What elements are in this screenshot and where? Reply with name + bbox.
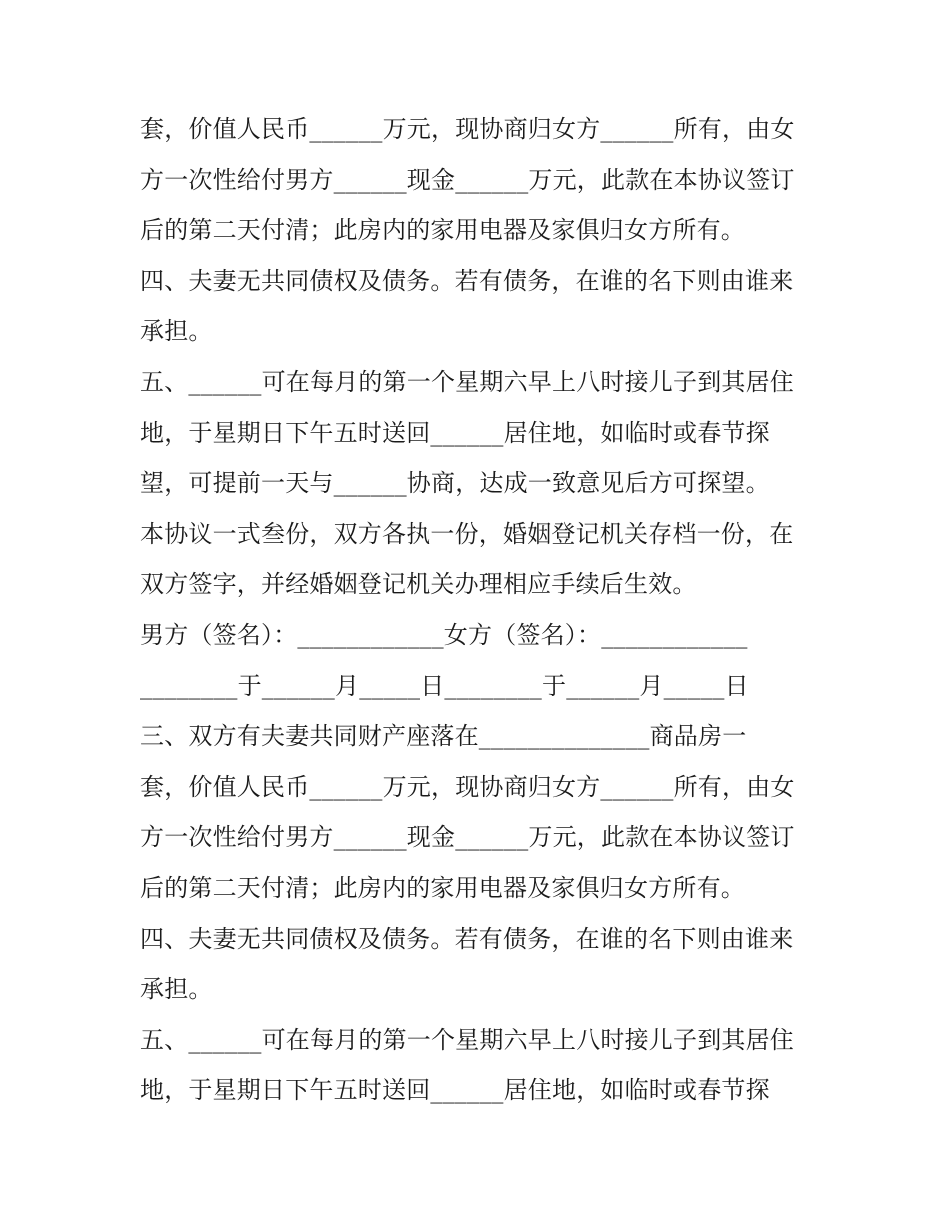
text-line: 三、双方有夫妻共同财产座落在______________商品房一 bbox=[140, 722, 747, 751]
text-line: 套，价值人民币______万元，现协商归女方______所有，由女 bbox=[140, 115, 795, 143]
text-line: 四、夫妻无共同债权及债务。若有债务，在谁的名下则由谁来 bbox=[140, 266, 794, 295]
document-body bbox=[140, 104, 820, 1116]
text-line: 五、______可在每月的第一个星期六早上八时接儿子到其居住 bbox=[140, 1025, 794, 1054]
text-line: 后的第二天付清；此房内的家用电器及家俱归女方所有。 bbox=[140, 873, 745, 902]
text-line: 地，于星期日下午五时送回______居住地，如临时或春节探 bbox=[140, 418, 770, 447]
text-line: 承担。 bbox=[140, 317, 213, 346]
text-line: 本协议一式叁份，双方各执一份，婚姻登记机关存档一份，在 bbox=[140, 519, 794, 548]
text-line: 套，价值人民币______万元，现协商归女方______所有，由女 bbox=[140, 772, 795, 801]
date-line: ________于______月_____日________于______月_____日 bbox=[140, 671, 749, 700]
text-line: 方一次性给付男方______现金______万元，此款在本协议签订 bbox=[140, 165, 795, 194]
text-line: 四、夫妻无共同债权及债务。若有债务，在谁的名下则由谁来 bbox=[140, 924, 794, 953]
text-line: 地，于星期日下午五时送回______居住地，如临时或春节探 bbox=[140, 1076, 770, 1105]
text-line: 后的第二天付清；此房内的家用电器及家俱归女方所有。 bbox=[140, 216, 745, 245]
signature-line: 男方（签名）：____________女方（签名）：____________ bbox=[140, 620, 748, 649]
text-line: 五、______可在每月的第一个星期六早上八时接儿子到其居住 bbox=[140, 367, 794, 396]
text-line: 承担。 bbox=[140, 975, 213, 1004]
text-line: 方一次性给付男方______现金______万元，此款在本协议签订 bbox=[140, 823, 795, 852]
text-line: 双方签字，并经婚姻登记机关办理相应手续后生效。 bbox=[140, 570, 697, 599]
text-line: 望，可提前一天与______协商，达成一致意见后方可探望。 bbox=[140, 469, 770, 498]
